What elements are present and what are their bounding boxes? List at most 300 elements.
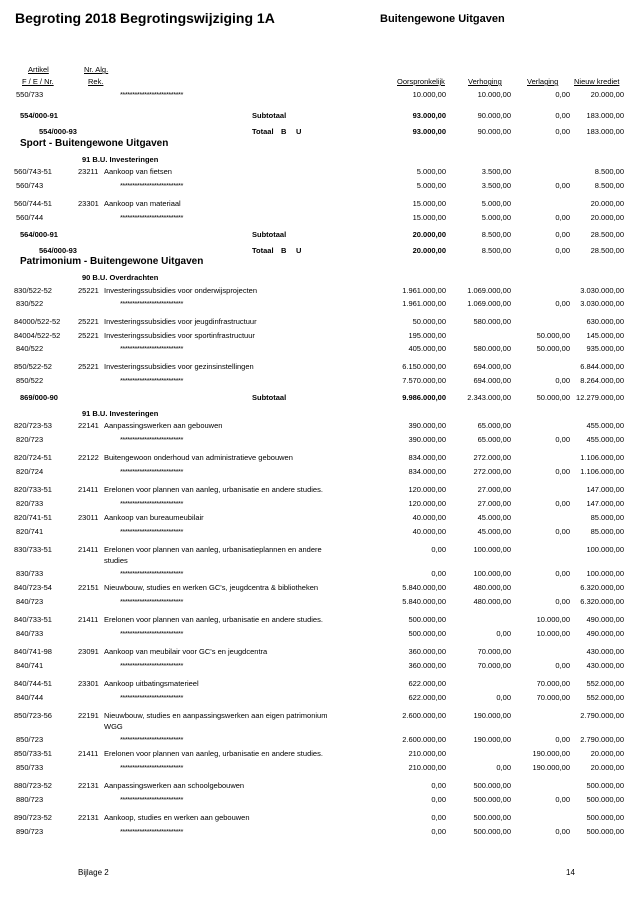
cell-verhoging: 500.000,00 (473, 813, 511, 822)
footer-page-number: 14 (566, 868, 575, 877)
table-row (0, 317, 638, 329)
cell-nr-alg: 21411 (78, 485, 99, 494)
cell-nieuw-krediet: 1.106.000,00 (580, 467, 624, 476)
cell-artikel: 84004/522-52 (14, 331, 61, 340)
cell-artikel: 554/000-91 (20, 111, 58, 120)
cell-oorspronkelijk: 0,00 (431, 827, 446, 836)
cell-artikel: 820/723-53 (14, 421, 52, 430)
cell-omschrijving: Aankoop, studies en werken aan gebouwen (104, 813, 250, 822)
cell-verhoging: 100.000,00 (473, 569, 511, 578)
col-artikel: Artikel (28, 65, 49, 74)
cell-verhoging: 272.000,00 (473, 453, 511, 462)
cell-oorspronkelijk: 500.000,00 (408, 629, 446, 638)
cell-oorspronkelijk: 2.600.000,00 (402, 735, 446, 744)
cell-oorspronkelijk: 5.000,00 (416, 167, 446, 176)
cell-verhoging: 70.000,00 (477, 661, 511, 670)
cell-stars: ************************** (120, 735, 183, 744)
col-verlaging: Verlaging (527, 77, 559, 86)
cell-nieuw-krediet: 145.000,00 (586, 331, 624, 340)
table-row (0, 813, 638, 825)
cell-oorspronkelijk: 834.000,00 (408, 467, 446, 476)
cell-artikel: 820/724-51 (14, 453, 52, 462)
cell-nr-alg: 25221 (78, 331, 99, 340)
table-row (0, 362, 638, 374)
cell-verlaging: 0,00 (555, 299, 570, 308)
cell-oorspronkelijk: 2.600.000,00 (402, 711, 446, 720)
cell-oorspronkelijk: 0,00 (431, 569, 446, 578)
cell-nieuw-krediet: 100.000,00 (586, 569, 624, 578)
table-row (0, 615, 638, 627)
table-row (0, 781, 638, 793)
cell-verlaging: 0,00 (555, 127, 570, 136)
cell-oorspronkelijk: 500.000,00 (408, 615, 446, 624)
cell-nieuw-krediet: 2.790.000,00 (580, 711, 624, 720)
table-row (0, 286, 638, 298)
col-oorspronkelijk: Oorspronkelijk (397, 77, 445, 86)
cell-verhoging: 3.500,00 (481, 167, 511, 176)
cell-verhoging: 190.000,00 (473, 735, 511, 744)
cell-omschrijving: Aankoop van meubilair voor GC's en jeugdcentra (104, 647, 268, 656)
cell-artikel: 850/522-52 (14, 362, 52, 371)
cell-verhoging: 580.000,00 (473, 344, 511, 353)
cell-verlaging: 0,00 (555, 527, 570, 536)
cell-oorspronkelijk: 834.000,00 (408, 453, 446, 462)
cell-artikel: 840/723-54 (14, 583, 52, 592)
table-row (0, 376, 638, 388)
cell-omschrijving: Nieuwbouw, studies en werken GC's, jeugdcentra & bibliotheken (104, 583, 319, 592)
cell-oorspronkelijk: 390.000,00 (408, 421, 446, 430)
table-row (0, 827, 638, 839)
cell-verhoging: 5.000,00 (481, 213, 511, 222)
table-row (0, 527, 638, 539)
cell-nieuw-krediet: 500.000,00 (586, 813, 624, 822)
cell-stars: ************************** (120, 527, 183, 536)
cell-artikel: 880/723 (16, 795, 44, 804)
group-sport: Sport - Buitengewone Uitgaven (20, 138, 169, 149)
cell-nr-alg: 21411 (78, 615, 99, 624)
cell-verhoging: 0,00 (496, 693, 511, 702)
cell-nieuw-krediet: 3.030.000,00 (580, 286, 624, 295)
cell-verhoging: 8.500,00 (481, 230, 511, 239)
cell-nieuw-krediet: 935.000,00 (586, 344, 624, 353)
cell-omschrijving: Buitengewoon onderhoud van administratieve gebouwen (104, 453, 293, 462)
cell-artikel: 840/522 (16, 344, 44, 353)
group-patrimonium: Patrimonium - Buitengewone Uitgaven (20, 256, 204, 267)
table-row (0, 735, 638, 747)
cell-artikel: 850/733 (16, 763, 44, 772)
table-row (0, 499, 638, 511)
col-nr: Nr. Alg. (84, 65, 109, 74)
table-row (0, 421, 638, 433)
cell-verhoging: 2.343.000,00 (467, 393, 511, 402)
cell-verhoging: 694.000,00 (473, 376, 511, 385)
cell-stars: ************************** (120, 299, 183, 308)
cell-artikel: 840/741 (16, 661, 44, 670)
cell-nieuw-krediet: 8.500,00 (594, 181, 624, 190)
cell-nr-alg: 22191 (78, 711, 99, 720)
table-row (0, 569, 638, 581)
cell-oorspronkelijk: 0,00 (431, 781, 446, 790)
table-row (0, 246, 638, 258)
cell-artikel: 840/733-51 (14, 615, 52, 624)
label-b: B (281, 246, 287, 255)
cell-omschrijving-cont: studies (104, 556, 128, 565)
cell-nieuw-krediet: 500.000,00 (586, 795, 624, 804)
cell-omschrijving: Aankoop uitbatingsmaterieel (104, 679, 199, 688)
table-row (0, 629, 638, 641)
footer-appendix: Bijlage 2 (78, 868, 109, 877)
cell-oorspronkelijk: 210.000,00 (408, 763, 446, 772)
cell-verlaging: 10.000,00 (536, 629, 570, 638)
cell-verhoging: 694.000,00 (473, 362, 511, 371)
cell-artikel: 820/723 (16, 435, 44, 444)
cell-verhoging: 8.500,00 (481, 246, 511, 255)
cell-nieuw-krediet: 455.000,00 (586, 421, 624, 430)
cell-verhoging: 500.000,00 (473, 781, 511, 790)
cell-nr-alg: 23211 (78, 167, 99, 176)
cell-nieuw-krediet: 20.000,00 (590, 749, 624, 758)
cell-artikel: 890/723-52 (14, 813, 52, 822)
cell-artikel: 560/743-51 (14, 167, 52, 176)
cell-oorspronkelijk: 93.000,00 (412, 127, 446, 136)
table-row (0, 199, 638, 211)
cell-nr-alg: 22131 (78, 813, 99, 822)
cell-verlaging: 50.000,00 (536, 344, 570, 353)
cell-nr-alg: 23091 (78, 647, 99, 656)
cell-artikel: 840/741-98 (14, 647, 52, 656)
label-b: B (281, 127, 287, 136)
cell-oorspronkelijk: 120.000,00 (408, 499, 446, 508)
cell-artikel: 820/733-51 (14, 485, 52, 494)
table-row (0, 111, 638, 123)
total-label: Totaal (252, 127, 274, 136)
cell-oorspronkelijk: 0,00 (431, 813, 446, 822)
cell-oorspronkelijk: 360.000,00 (408, 661, 446, 670)
cell-verhoging: 0,00 (496, 763, 511, 772)
subgroup-investeringen: 91 B.U. Investeringen (82, 155, 159, 164)
cell-nr-alg: 23011 (78, 513, 99, 522)
cell-verlaging: 0,00 (555, 827, 570, 836)
cell-nieuw-krediet: 183.000,00 (586, 127, 624, 136)
cell-verlaging: 0,00 (555, 795, 570, 804)
cell-oorspronkelijk: 15.000,00 (412, 213, 446, 222)
subtotal-label: Subtotaal (252, 111, 287, 120)
cell-stars: ************************** (120, 90, 183, 99)
cell-nr-alg: 21411 (78, 749, 99, 758)
cell-verlaging: 70.000,00 (536, 693, 570, 702)
cell-omschrijving: Aankoop van materiaal (104, 199, 181, 208)
cell-oorspronkelijk: 20.000,00 (412, 246, 446, 255)
cell-verlaging: 0,00 (555, 597, 570, 606)
cell-artikel: 869/000-90 (20, 393, 58, 402)
cell-omschrijving: Aanpassingswerken aan gebouwen (104, 421, 223, 430)
cell-omschrijving: Erelonen voor plannen van aanleg, urbanisatie en andere studies. (104, 615, 323, 624)
cell-oorspronkelijk: 20.000,00 (412, 230, 446, 239)
cell-verhoging: 1.069.000,00 (467, 299, 511, 308)
cell-artikel: 830/733-51 (14, 545, 52, 554)
cell-nr-alg: 22131 (78, 781, 99, 790)
cell-nieuw-krediet: 3.030.000,00 (580, 299, 624, 308)
table-row (0, 453, 638, 465)
cell-verhoging: 580.000,00 (473, 317, 511, 326)
cell-nieuw-krediet: 12.279.000,00 (576, 393, 624, 402)
cell-nieuw-krediet: 430.000,00 (586, 661, 624, 670)
cell-omschrijving: Nieuwbouw, studies en aanpassingswerken aan eigen patrimonium (104, 711, 328, 720)
cell-oorspronkelijk: 7.570.000,00 (402, 376, 446, 385)
cell-nieuw-krediet: 2.790.000,00 (580, 735, 624, 744)
cell-artikel: 560/744-51 (14, 199, 52, 208)
cell-nieuw-krediet: 20.000,00 (590, 90, 624, 99)
cell-nieuw-krediet: 8.500,00 (594, 167, 624, 176)
cell-oorspronkelijk: 40.000,00 (412, 513, 446, 522)
cell-stars: ************************** (120, 597, 183, 606)
cell-nr-alg: 25221 (78, 286, 99, 295)
table-row (0, 545, 638, 565)
table-row (0, 749, 638, 761)
cell-oorspronkelijk: 405.000,00 (408, 344, 446, 353)
cell-artikel: 560/743 (16, 181, 44, 190)
cell-oorspronkelijk: 120.000,00 (408, 485, 446, 494)
cell-omschrijving: Erelonen voor plannen van aanleg, urbanisatie en andere studies. (104, 749, 323, 758)
cell-nieuw-krediet: 490.000,00 (586, 629, 624, 638)
cell-artikel: 830/522-52 (14, 286, 52, 295)
cell-verhoging: 100.000,00 (473, 545, 511, 554)
subgroup-investeringen: 91 B.U. Investeringen (82, 409, 159, 418)
cell-verhoging: 45.000,00 (477, 527, 511, 536)
cell-verlaging: 50.000,00 (536, 393, 570, 402)
cell-artikel: 550/733 (16, 90, 44, 99)
cell-oorspronkelijk: 0,00 (431, 545, 446, 554)
cell-oorspronkelijk: 390.000,00 (408, 435, 446, 444)
cell-stars: ************************** (120, 795, 183, 804)
cell-verlaging: 0,00 (555, 213, 570, 222)
cell-verlaging: 0,00 (555, 376, 570, 385)
cell-artikel: 820/741-51 (14, 513, 52, 522)
cell-nieuw-krediet: 8.264.000,00 (580, 376, 624, 385)
cell-nr-alg: 22122 (78, 453, 99, 462)
cell-verlaging: 0,00 (555, 735, 570, 744)
cell-verhoging: 480.000,00 (473, 583, 511, 592)
cell-verlaging: 10.000,00 (536, 615, 570, 624)
label-u: U (296, 246, 302, 255)
cell-oorspronkelijk: 0,00 (431, 795, 446, 804)
cell-oorspronkelijk: 1.961.000,00 (402, 299, 446, 308)
cell-verhoging: 5.000,00 (481, 199, 511, 208)
cell-nieuw-krediet: 147.000,00 (586, 485, 624, 494)
cell-artikel: 820/724 (16, 467, 44, 476)
cell-verhoging: 45.000,00 (477, 513, 511, 522)
cell-omschrijving: Aankoop van fietsen (104, 167, 172, 176)
cell-nieuw-krediet: 147.000,00 (586, 499, 624, 508)
cell-stars: ************************** (120, 435, 183, 444)
cell-nieuw-krediet: 1.106.000,00 (580, 453, 624, 462)
table-row (0, 331, 638, 343)
cell-stars: ************************** (120, 629, 183, 638)
cell-nr-alg: 23301 (78, 199, 99, 208)
cell-artikel: 890/723 (16, 827, 44, 836)
cell-verlaging: 0,00 (555, 661, 570, 670)
cell-verlaging: 0,00 (555, 569, 570, 578)
cell-nieuw-krediet: 500.000,00 (586, 781, 624, 790)
cell-artikel: 554/000-93 (39, 127, 77, 136)
cell-verhoging: 90.000,00 (477, 111, 511, 120)
table-row (0, 467, 638, 479)
subtotal-label: Subtotaal (252, 393, 287, 402)
cell-nr-alg: 22141 (78, 421, 99, 430)
cell-oorspronkelijk: 93.000,00 (412, 111, 446, 120)
cell-verlaging: 50.000,00 (536, 331, 570, 340)
cell-stars: ************************** (120, 661, 183, 670)
table-row (0, 693, 638, 705)
cell-oorspronkelijk: 5.840.000,00 (402, 583, 446, 592)
cell-nieuw-krediet: 6.320.000,00 (580, 597, 624, 606)
table-row (0, 795, 638, 807)
cell-artikel: 840/723 (16, 597, 44, 606)
cell-nieuw-krediet: 500.000,00 (586, 827, 624, 836)
cell-oorspronkelijk: 10.000,00 (412, 90, 446, 99)
cell-artikel: 820/741 (16, 527, 44, 536)
cell-oorspronkelijk: 40.000,00 (412, 527, 446, 536)
table-row (0, 127, 638, 139)
table-row (0, 597, 638, 609)
cell-omschrijving: Investeringssubsidies voor sportinfrastructuur (104, 331, 255, 340)
cell-oorspronkelijk: 5.840.000,00 (402, 597, 446, 606)
cell-nieuw-krediet: 490.000,00 (586, 615, 624, 624)
cell-oorspronkelijk: 50.000,00 (412, 317, 446, 326)
cell-verhoging: 65.000,00 (477, 435, 511, 444)
table-row (0, 485, 638, 497)
cell-verlaging: 0,00 (555, 499, 570, 508)
subtotal-label: Subtotaal (252, 230, 287, 239)
cell-omschrijving: Investeringssubsidies voor gezinsinstellingen (104, 362, 254, 371)
cell-omschrijving: Aankoop van bureaumeubilair (104, 513, 204, 522)
cell-artikel: 840/744 (16, 693, 44, 702)
cell-nieuw-krediet: 630.000,00 (586, 317, 624, 326)
cell-nr-alg: 25221 (78, 317, 99, 326)
cell-verhoging: 70.000,00 (477, 647, 511, 656)
cell-verhoging: 27.000,00 (477, 485, 511, 494)
cell-verhoging: 500.000,00 (473, 795, 511, 804)
cell-artikel: 830/733 (16, 569, 44, 578)
cell-artikel: 840/744-51 (14, 679, 52, 688)
table-row (0, 393, 638, 405)
cell-omschrijving: Aanpassingswerken aan schoolgebouwen (104, 781, 245, 790)
cell-oorspronkelijk: 15.000,00 (412, 199, 446, 208)
table-row (0, 181, 638, 193)
table-row (0, 513, 638, 525)
cell-verlaging: 0,00 (555, 435, 570, 444)
table-row (0, 167, 638, 179)
cell-nr-alg: 25221 (78, 362, 99, 371)
cell-stars: ************************** (120, 569, 183, 578)
cell-verhoging: 1.069.000,00 (467, 286, 511, 295)
cell-artikel: 850/733-51 (14, 749, 52, 758)
cell-stars: ************************** (120, 827, 183, 836)
cell-artikel: 830/522 (16, 299, 44, 308)
cell-verhoging: 65.000,00 (477, 421, 511, 430)
table-row (0, 647, 638, 659)
cell-omschrijving: Erelonen voor plannen van aanleg, urbanisatieplannen en andere (104, 545, 322, 554)
cell-stars: ************************** (120, 763, 183, 772)
cell-artikel: 564/000-93 (39, 246, 77, 255)
cell-verlaging: 0,00 (555, 467, 570, 476)
cell-nieuw-krediet: 20.000,00 (590, 199, 624, 208)
cell-oorspronkelijk: 195.000,00 (408, 331, 446, 340)
cell-verhoging: 3.500,00 (481, 181, 511, 190)
cell-nr-alg: 23301 (78, 679, 99, 688)
cell-nieuw-krediet: 430.000,00 (586, 647, 624, 656)
cell-oorspronkelijk: 360.000,00 (408, 647, 446, 656)
subgroup-overdrachten: 90 B.U. Overdrachten (82, 273, 159, 282)
cell-verlaging: 0,00 (555, 246, 570, 255)
col-nieuw-krediet: Nieuw krediet (574, 77, 620, 86)
cell-artikel: 880/723-52 (14, 781, 52, 790)
cell-nieuw-krediet: 28.500,00 (590, 230, 624, 239)
table-row (0, 583, 638, 595)
cell-stars: ************************** (120, 181, 183, 190)
cell-verlaging: 0,00 (555, 90, 570, 99)
col-fe: F / E / Nr. (22, 77, 54, 86)
cell-nieuw-krediet: 100.000,00 (586, 545, 624, 554)
cell-verhoging: 0,00 (496, 629, 511, 638)
cell-artikel: 84000/522-52 (14, 317, 61, 326)
table-row (0, 711, 638, 731)
cell-stars: ************************** (120, 693, 183, 702)
table-row (0, 679, 638, 691)
cell-nieuw-krediet: 552.000,00 (586, 679, 624, 688)
cell-artikel: 820/733 (16, 499, 44, 508)
cell-nieuw-krediet: 552.000,00 (586, 693, 624, 702)
col-rek: Rek. (88, 77, 104, 86)
cell-stars: ************************** (120, 344, 183, 353)
cell-stars: ************************** (120, 376, 183, 385)
cell-verlaging: 0,00 (555, 230, 570, 239)
cell-verhoging: 10.000,00 (477, 90, 511, 99)
cell-verhoging: 27.000,00 (477, 499, 511, 508)
cell-oorspronkelijk: 6.150.000,00 (402, 362, 446, 371)
cell-verlaging: 190.000,00 (532, 763, 570, 772)
cell-verhoging: 500.000,00 (473, 827, 511, 836)
cell-nieuw-krediet: 85.000,00 (590, 513, 624, 522)
cell-omschrijving: Investeringssubsidies voor jeugdinfrastructuur (104, 317, 257, 326)
cell-nr-alg: 22151 (78, 583, 99, 592)
cell-artikel: 840/733 (16, 629, 44, 638)
table-row (0, 661, 638, 673)
table-row (0, 299, 638, 311)
total-label: Totaal (252, 246, 274, 255)
cell-artikel: 564/000-91 (20, 230, 58, 239)
cell-artikel: 850/723-56 (14, 711, 52, 720)
cell-oorspronkelijk: 5.000,00 (416, 181, 446, 190)
cell-omschrijving-cont: WGG (104, 722, 123, 731)
cell-nieuw-krediet: 85.000,00 (590, 527, 624, 536)
cell-nieuw-krediet: 455.000,00 (586, 435, 624, 444)
cell-oorspronkelijk: 622.000,00 (408, 679, 446, 688)
cell-nieuw-krediet: 20.000,00 (590, 213, 624, 222)
cell-artikel: 850/723 (16, 735, 44, 744)
table-row (0, 213, 638, 225)
col-verhoging: Verhoging (468, 77, 502, 86)
cell-oorspronkelijk: 210.000,00 (408, 749, 446, 758)
table-row (0, 763, 638, 775)
cell-nieuw-krediet: 20.000,00 (590, 763, 624, 772)
cell-verhoging: 90.000,00 (477, 127, 511, 136)
cell-artikel: 850/522 (16, 376, 44, 385)
cell-oorspronkelijk: 1.961.000,00 (402, 286, 446, 295)
cell-verhoging: 480.000,00 (473, 597, 511, 606)
cell-stars: ************************** (120, 467, 183, 476)
cell-stars: ************************** (120, 213, 183, 222)
